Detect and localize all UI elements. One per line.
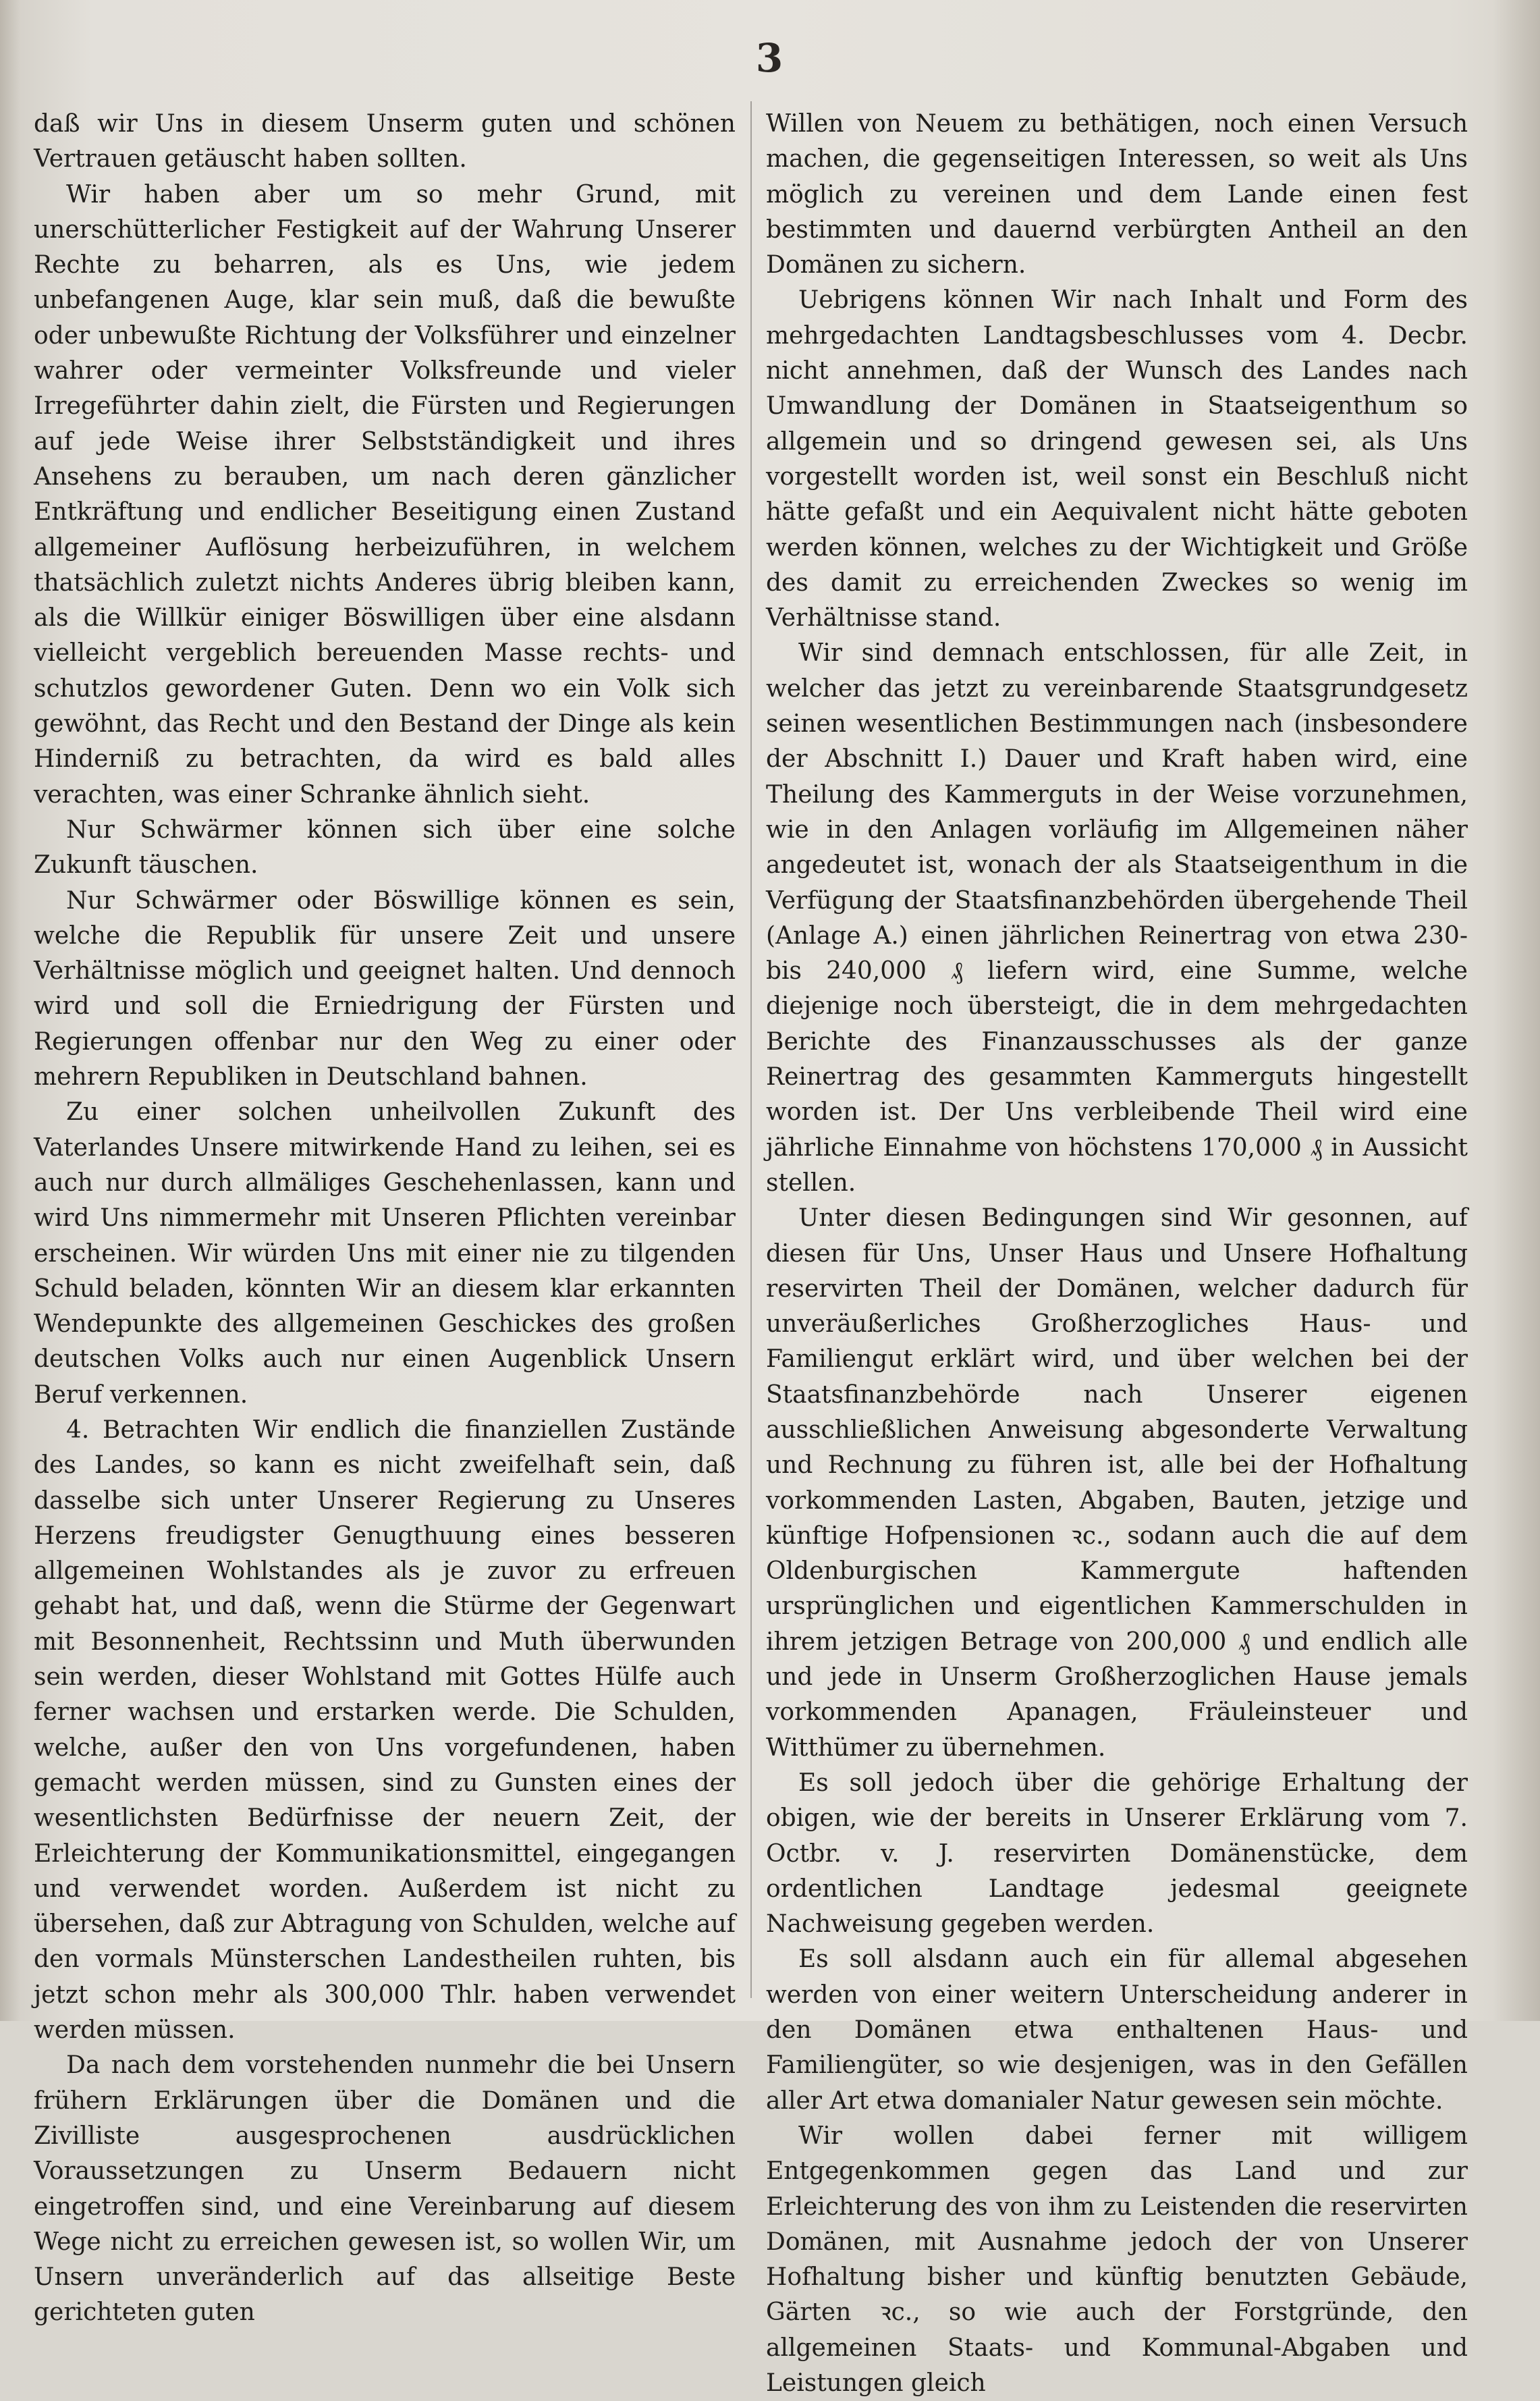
paragraph: daß wir Uns in diesem Unserm guten und schönen Vertrauen getäuscht haben sollten. [34,110,736,173]
paragraph: Es soll jedoch über die gehörige Erhaltung der obigen, wie der bereits in Unserer Erklärung vom 7. Octbr. v. J. reservirten Domänenstücke, dem ordentlichen Landtage jedesmal geeignete Nachweisung gegeben werden. [766,1769,1468,1939]
paragraph: 4. Betrachten Wir endlich die finanziellen Zustände des Landes, so kann es nicht zweifelhaft sein, daß dasselbe sich unter Unserer Regierung zu Unseres Herzens freudigster Genugthuung eines besseren allgemeinen Wohlstandes als je zuvor zu erfreuen gehabt hat, und daß, wenn die Stürme der Gegenwart mit Besonnenheit, Rechtssinn und Muth überwunden sein werden, dieser Wohlstand mit Gottes Hülfe auch ferner wachsen und erstarken werde. Die Schulden, welche, außer den von Uns vorgefundenen, haben gemacht werden müssen, sind zu Gunsten eines der wesentlichsten Bedürfnisse der neuern Zeit, der Erleichterung der Kommunikationsmittel, eingegangen und verwendet worden. Außerdem ist nicht zu übersehen, daß zur Abtragung von Schulden, welche auf den vormals Münsterschen Landestheilen ruhten, bis jetzt schon mehr als 300,000 Thlr. haben verwendet werden müssen. [34,1415,736,2045]
right-column [766,107,1468,2397]
page-number: 3 [755,35,783,81]
left-column [34,107,736,2327]
paragraph: Unter diesen Bedingungen sind Wir gesonnen, auf diesen für Uns, Unser Haus und Unsere Hofhaltung reservirten Theil der Domänen, welcher dadurch für unveräußerliches Großherzogliches Haus- und Familiengut erklärt wird, und über welchen bei der Staatsfinanzbehörde nach Unserer eigenen ausschließlichen Anweisung abgesonderte Verwaltung und Rechnung zu führen ist, alle bei der Hofhaltung vorkommenden Lasten, Abgaben, Bauten, jetzige und künftige Hofpensionen ꝛc., sodann auch die auf dem Oldenburgischen Kammergute haftenden ursprünglichen und eigentlichen Kammerschulden in ihrem jetzigen Betrage von 200,000 ₰ und endlich alle und jede in Unserm Großherzoglichen Hause jemals vorkommenden Apanagen, Fräuleinsteuer und Witthümer zu übernehmen. [766,1204,1468,1762]
paragraph: Nur Schwärmer oder Böswillige können es sein, welche die Republik für unsere Zeit und unsere Verhältnisse möglich und geeignet halten. Und dennoch wird und soll die Erniedrigung der Fürsten und Regierungen offenbar nur den Weg zu einer oder mehrern Republiken in Deutschland bahnen. [34,886,736,1091]
paragraph: Zu einer solchen unheilvollen Zukunft des Vaterlandes Unsere mitwirkende Hand zu leihen, sei es auch nur durch allmäliges Geschehenlassen, kann und wird Uns nimmermehr mit Unseren Pflichten vereinbar erscheinen. Wir würden Uns mit einer nie zu tilgenden Schuld beladen, könnten Wir an diesem klar erkannten Wendepunkte des allgemeinen Geschickes des großen deutschen Volks auch nur einen Augenblick Unsern Beruf verkennen. [34,1098,736,1409]
paragraph: Wir sind demnach entschlossen, für alle Zeit, in welcher das jetzt zu vereinbarende Staatsgrundgesetz seinen wesentlichen Bestimmungen nach (insbesondere der Abschnitt I.) Dauer und Kraft haben wird, eine Theilung des Kammerguts in der Weise vorzunehmen, wie in den Anlagen vorläufig im Allgemeinen näher angedeutet ist, wonach der als Staatseigenthum in die Verfügung der Staatsfinanzbehörden übergehende Theil (Anlage A.) einen jährlichen Reinertrag von etwa 230- bis 240,000 ₰ liefern wird, eine Summe, welche diejenige noch übersteigt, die in dem mehrgedachten Berichte des Finanzausschusses als der ganze Reinertrag des gesammten Kammerguts hingestellt worden ist. Der Uns verbleibende Theil wird eine jährliche Einnahme von höchstens 170,000 ₰ in Aussicht stellen. [766,639,1468,1197]
page-edge-shadow-left [0,0,20,2021]
paragraph: Nur Schwärmer können sich über eine solche Zukunft täuschen. [34,815,736,880]
paragraph: Uebrigens können Wir nach Inhalt und Form des mehrgedachten Landtagsbeschlusses vom 4. Decbr. nicht annehmen, daß der Wunsch des Landes nach Umwandlung der Domänen in Staatseigenthum so allgemein und so dringend gewesen sei, als Uns vorgestellt worden ist, weil sonst ein Beschluß nicht hätte gefaßt und ein Aequivalent nicht hätte geboten werden können, welches zu der Wichtigkeit und Größe des damit zu erreichenden Zweckes so wenig im Verhältnisse stand. [766,286,1468,632]
column-divider [750,101,752,1998]
paragraph: Willen von Neuem zu bethätigen, noch einen Versuch machen, die gegenseitigen Interessen, so weit als Uns möglich zu vereinen und dem Lande einen fest bestimmten und dauernd verbürgten Antheil an den Domänen zu sichern. [766,110,1468,279]
paragraph: Wir haben aber um so mehr Grund, mit unerschütterlicher Festigkeit auf der Wahrung Unserer Rechte zu beharren, als es Uns, wie jedem unbefangenen Auge, klar sein muß, daß die bewußte oder unbewußte Richtung der Volksführer und einzelner wahrer oder vermeinter Volksfreunde und vieler Irregeführter dahin zielt, die Fürsten und Regierungen auf jede Weise ihrer Selbstständigkeit und ihres Ansehens zu berauben, um nach deren gänzlicher Entkräftung und endlicher Beseitigung einen Zustand allgemeiner Auflösung herbeizuführen, in welchem thatsächlich zuletzt nichts Anderes übrig bleiben kann, als die Willkür einiger Böswilligen über eine alsdann vielleicht vergeblich bereuenden Masse rechts- und schutzlos gewordener Guten. Denn wo ein Volk sich gewöhnt, das Recht und den Bestand der Dinge als kein Hinderniß zu betrachten, da wird es bald alles verachten, was einer Schranke ähnlich sieht. [34,180,736,809]
paragraph: Wir wollen dabei ferner mit willigem Entgegenkommen gegen das Land und zur Erleichterung des von ihm zu Leistenden die reservirten Domänen, mit Ausnahme jedoch der von Unserer Hofhaltung bisher und künftig benutzten Gebäude, Gärten ꝛc., so wie auch der Forstgründe, den allgemeinen Staats- und Kommunal-Abgaben und Leistungen gleich [766,2122,1468,2397]
paragraph: Da nach dem vorstehenden nunmehr die bei Unsern frühern Erklärungen über die Domänen und die Zivilliste ausgesprochenen ausdrücklichen Voraussetzungen zu Unserm Bedauern nicht eingetroffen sind, und eine Vereinbarung auf diesem Wege nicht zu erreichen gewesen ist, so wollen Wir, um Unsern unveränderlich auf das allseitige Beste gerichteten guten [34,2051,736,2327]
page-edge-shadow-right [1493,0,1540,2021]
paragraph: Es soll alsdann auch ein für allemal abgesehen werden von einer weitern Unterscheidung anderer in den Domänen etwa enthaltenen Haus- und Familiengüter, so wie desjenigen, was in den Gefällen aller Art etwa domanialer Natur gewesen sein möchte. [766,1945,1468,2115]
